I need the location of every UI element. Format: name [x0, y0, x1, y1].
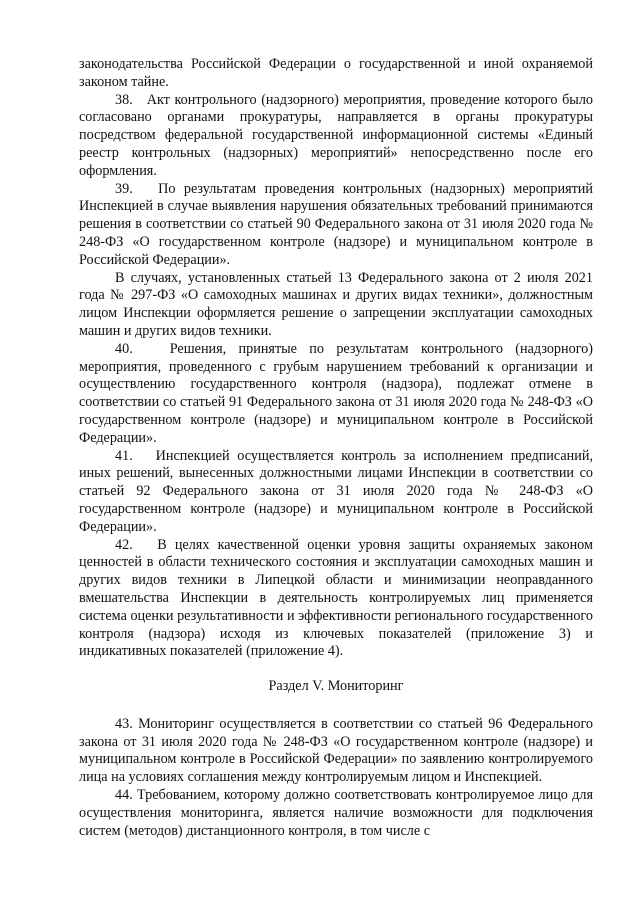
paragraph-40: 40. Решения, принятые по результатам контрольного (надзорного) мероприятия, проведенного с грубым нарушением требований к организации и осуществлению государственного контроля (надзора), подлежат отмене в соответствии со статьей 91 Федерального закона от 31 июля 2020 года № 248-ФЗ «О государственном контроле (надзоре) и муниципальном контроле в Российской Федерации».: [79, 340, 593, 446]
paragraph-law-secrecy-continuation: законодательства Российской Федерации о государственной и иной охраняемой законом тайне.: [79, 56, 593, 90]
paragraph-43: 43. Мониторинг осуществляется в соответствии со статьей 96 Федерального закона от 31 июля 2020 года № 248-ФЗ «О государственном контроле (надзоре) и муниципальном контроле в Российской Федерации» по заявлению контролируемого лица на условиях соглашения между контролируемым лицом и Инспекцией.: [79, 715, 593, 786]
paragraph-44: 44. Требованием, которому должно соответствовать контролируемое лицо для осуществления мониторинга, является наличие возможности для подключения систем (методов) дистанционного контроля, в том числе с: [79, 787, 593, 839]
paragraph-41: 41. Инспекцией осуществляется контроль за исполнением предписаний, иных решений, вынесенных должностными лицами Инспекции в соответствии со статьей 92 Федерального закона от 31 июля 2020 года № 248-ФЗ «О государственном контроле (надзоре) и муниципальном контроле в Российской Федерации».: [79, 447, 593, 535]
document-page: [79, 56, 593, 840]
section-heading: Раздел V. Мониторинг: [268, 678, 404, 695]
paragraph-39-cases: В случаях, установленных статьей 13 Федерального закона от 2 июля 2021 года № 297-ФЗ «О самоходных машинах и других видах техники», должностным лицом Инспекции оформляется решение о запрещении эксплуатации самоходных машин и других видов техники.: [79, 269, 593, 339]
paragraph-42: 42. В целях качественной оценки уровня защиты охраняемых законом ценностей в области технического состояния и эксплуатации самоходных машин и других видов техники в Липецкой области и минимизации неоправданного вмешательства Инспекции в деятельность контролируемых лиц применяется система оценки результативности и эффективности регионального государственного контроля (надзора) исходя из ключевых показателей (приложение 3) и индикативных показателей (приложение 4).: [79, 536, 593, 660]
paragraph-38: 38. Акт контрольного (надзорного) мероприятия, проведение которого было согласовано органами прокуратуры, направляется в органы прокуратуры посредством федеральной государственной информационной системы «Единый реестр контрольных (надзорных) мероприятий» непосредственно после его оформления.: [79, 91, 593, 179]
paragraph-39: 39. По результатам проведения контрольных (надзорных) мероприятий Инспекцией в случае выявления нарушения обязательных требований принимаются решения в соответствии со статьей 90 Федерального закона от 31 июля 2020 года № 248-ФЗ «О государственном контроле (надзоре) и муниципальном контроле в Российской Федерации».: [79, 180, 593, 268]
